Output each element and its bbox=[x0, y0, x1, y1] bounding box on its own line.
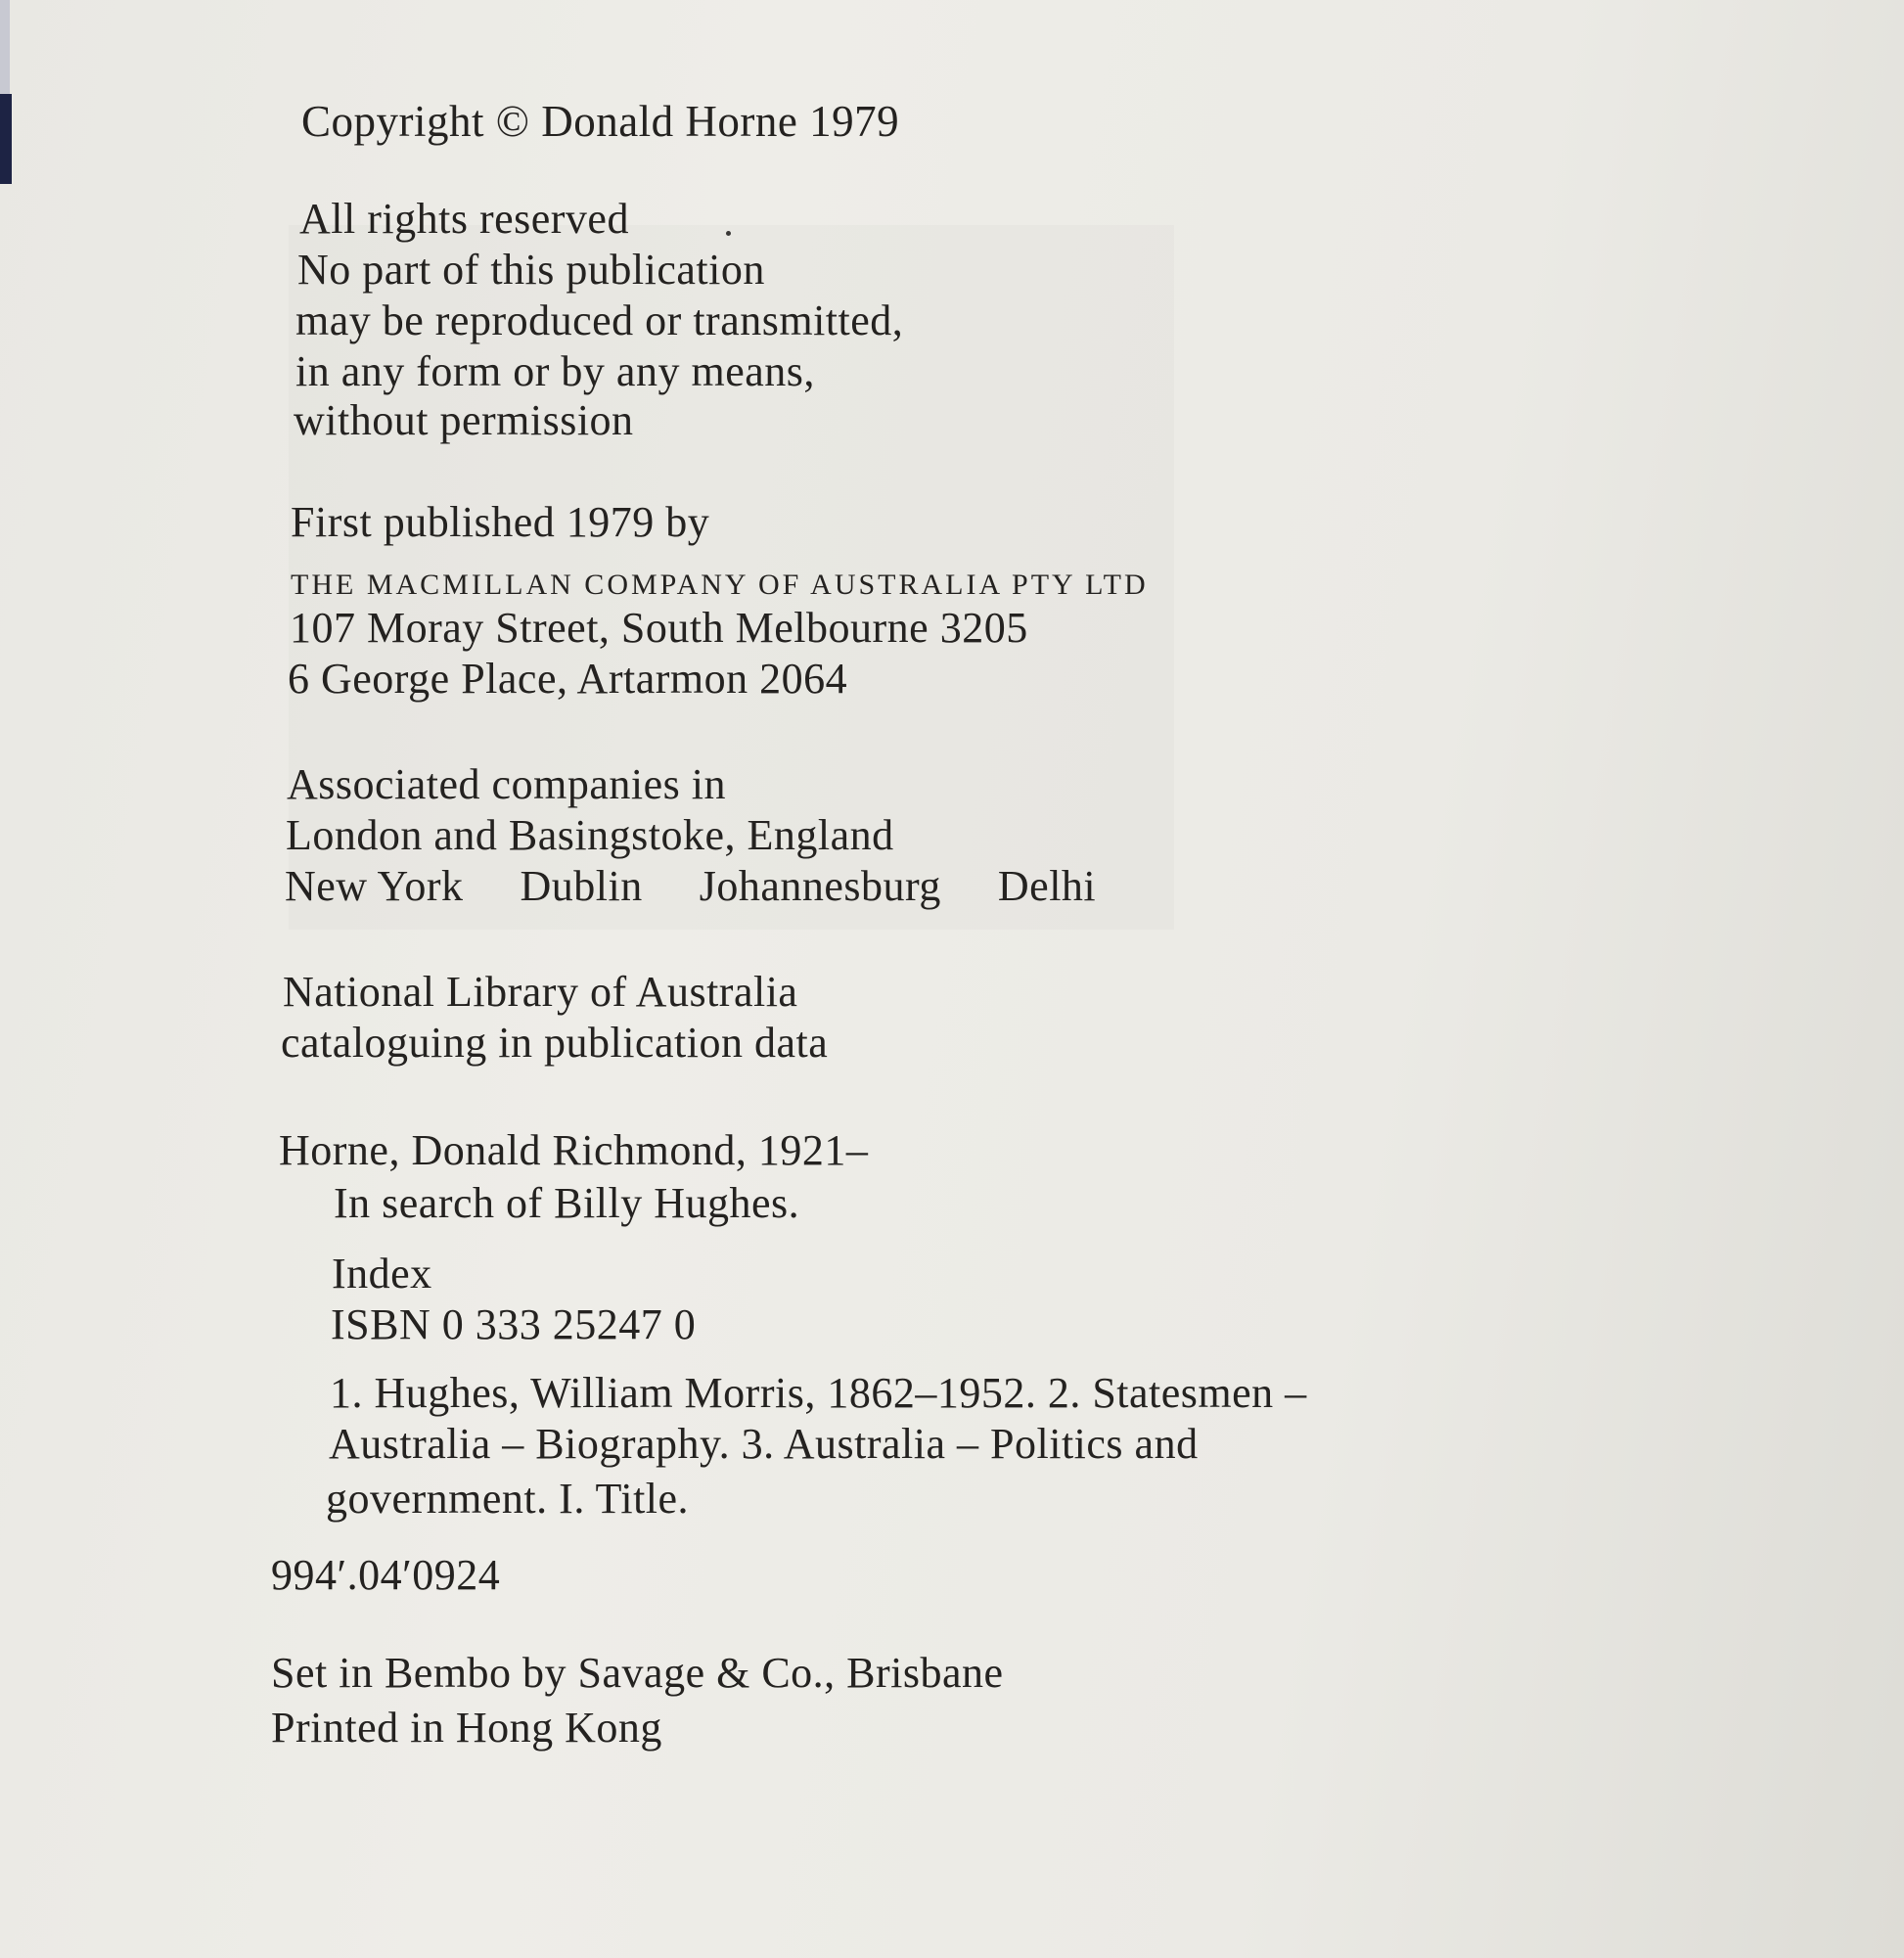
copyright-line: Copyright © Donald Horne 1979 bbox=[301, 97, 900, 146]
rights-line: without permission bbox=[294, 396, 634, 444]
city-name: Delhi bbox=[997, 862, 1097, 910]
city-name: Johannesburg bbox=[699, 862, 941, 910]
typesetter-line: Set in Bembo by Savage & Co., Brisbane bbox=[271, 1649, 1004, 1697]
cip-isbn: ISBN 0 333 25247 0 bbox=[331, 1300, 697, 1348]
facing-page-edge bbox=[0, 0, 10, 94]
cip-heading: National Library of Australia bbox=[283, 968, 798, 1016]
cip-author: Horne, Donald Richmond, 1921– bbox=[279, 1126, 869, 1174]
printed-in-line: Printed in Hong Kong bbox=[271, 1704, 662, 1752]
associated-cities bbox=[285, 861, 1096, 912]
city-name: Dublin bbox=[520, 862, 643, 910]
rights-line: in any form or by any means, bbox=[295, 347, 815, 395]
city-name: New York bbox=[285, 862, 464, 910]
cover-spine-edge bbox=[0, 94, 12, 184]
cip-classification: 994′.04′0924 bbox=[271, 1551, 501, 1599]
associated-line: London and Basingstoke, England bbox=[286, 811, 894, 859]
cip-index: Index bbox=[332, 1250, 432, 1298]
cip-subjects: government. I. Title. bbox=[326, 1475, 690, 1523]
first-published-line: First published 1979 by bbox=[291, 498, 710, 546]
publisher-address: 6 George Place, Artarmon 2064 bbox=[288, 655, 848, 703]
cip-subjects: 1. Hughes, William Morris, 1862–1952. 2. Statesmen – bbox=[330, 1369, 1307, 1417]
rights-line: No part of this publication bbox=[297, 246, 765, 294]
publisher-address: 107 Moray Street, South Melbourne 3205 bbox=[290, 604, 1028, 652]
cip-heading: cataloguing in publication data bbox=[281, 1019, 829, 1067]
cip-title: In search of Billy Hughes. bbox=[334, 1179, 800, 1227]
publisher-name: THE MACMILLAN COMPANY OF AUSTRALIA PTY LTD bbox=[291, 569, 1149, 601]
rights-line: All rights reserved bbox=[299, 195, 629, 243]
rights-line: may be reproduced or transmitted, bbox=[295, 296, 904, 344]
associated-heading: Associated companies in bbox=[287, 760, 726, 808]
ink-speck bbox=[726, 231, 731, 236]
cip-subjects: Australia – Biography. 3. Australia – Politics and bbox=[329, 1420, 1199, 1468]
